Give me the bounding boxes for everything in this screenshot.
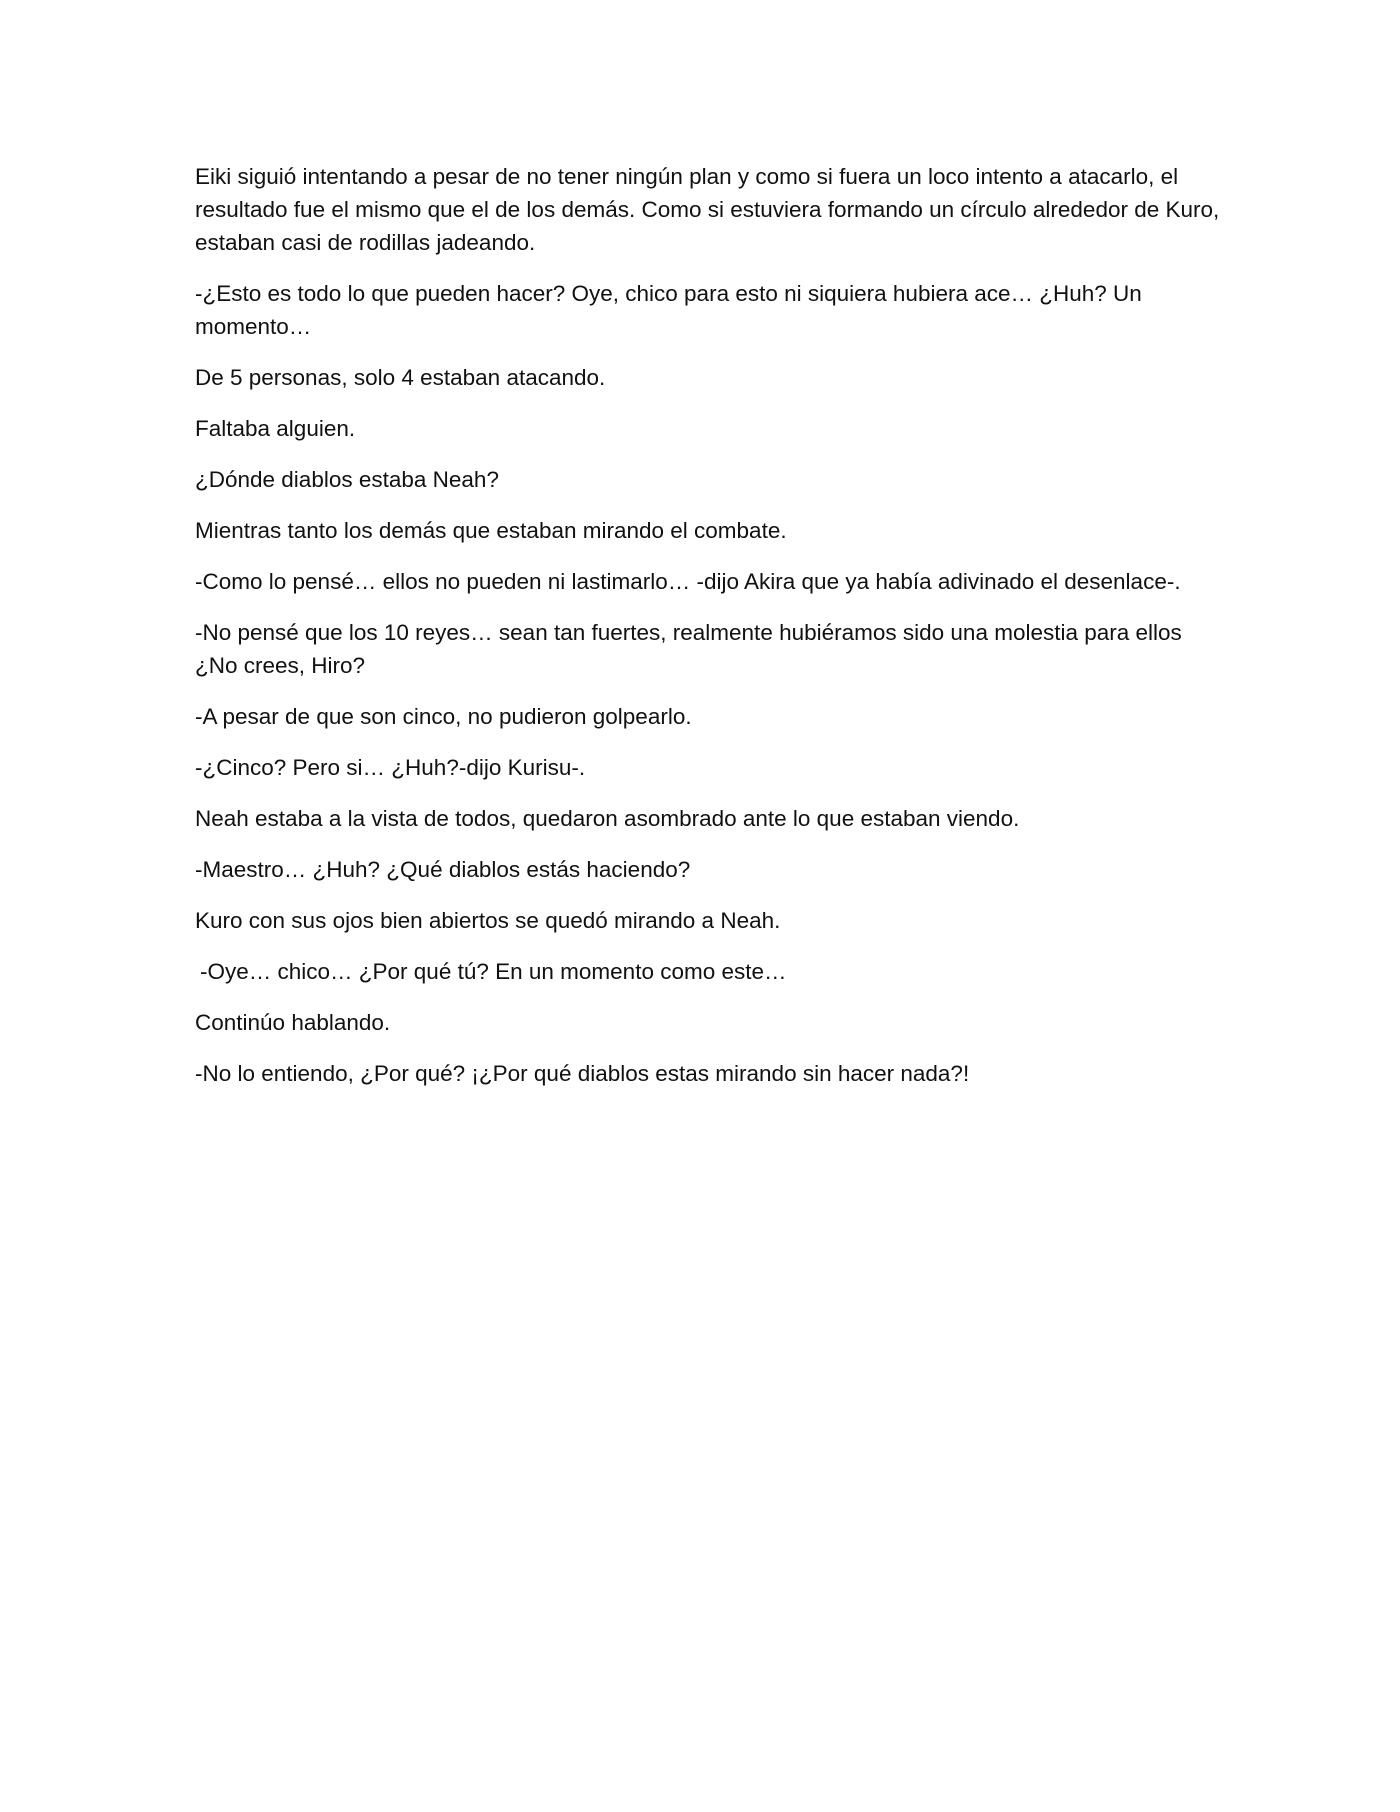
paragraph-3: De 5 personas, solo 4 estaban atacando.: [195, 365, 606, 390]
document-body: [195, 160, 1230, 1108]
paragraph-2: -¿Esto es todo lo que pueden hacer? Oye, chico para esto ni siquiera hubiera ace… ¿Huh? Un momento…: [195, 281, 1149, 339]
paragraph-14: -Oye… chico… ¿Por qué tú? En un momento como este…: [200, 959, 787, 984]
paragraph-7: -Como lo pensé… ellos no pueden ni lastimarlo… -dijo Akira que ya había adivinado el desenlace-.: [195, 569, 1181, 594]
paragraph-6: Mientras tanto los demás que estaban mirando el combate.: [195, 518, 787, 543]
paragraph-9: -A pesar de que son cinco, no pudieron golpearlo.: [195, 704, 692, 729]
paragraph-8: -No pensé que los 10 reyes… sean tan fuertes, realmente hubiéramos sido una molestia para ellos ¿No crees, Hiro?: [195, 620, 1189, 678]
paragraph-16: -No lo entiendo, ¿Por qué? ¡¿Por qué diablos estas mirando sin hacer nada?!: [195, 1061, 970, 1086]
paragraph-5: ¿Dónde diablos estaba Neah?: [195, 467, 499, 492]
paragraph-10: -¿Cinco? Pero si… ¿Huh?-dijo Kurisu-.: [195, 755, 586, 780]
paragraph-11: Neah estaba a la vista de todos, quedaron asombrado ante lo que estaban viendo.: [195, 806, 1020, 831]
paragraph-4: Faltaba alguien.: [195, 416, 356, 441]
paragraph-1: Eiki siguió intentando a pesar de no tener ningún plan y como si fuera un loco intento a atacarlo, el resultado fue el mismo que el de los demás. Como si estuviera formando un círculo alrededor de Kuro, estaban casi de rodillas jadeando.: [195, 164, 1226, 255]
paragraph-12: -Maestro… ¿Huh? ¿Qué diablos estás haciendo?: [195, 857, 691, 882]
paragraph-13: Kuro con sus ojos bien abiertos se quedó mirando a Neah.: [195, 908, 781, 933]
paragraph-15: Continúo hablando.: [195, 1010, 391, 1035]
